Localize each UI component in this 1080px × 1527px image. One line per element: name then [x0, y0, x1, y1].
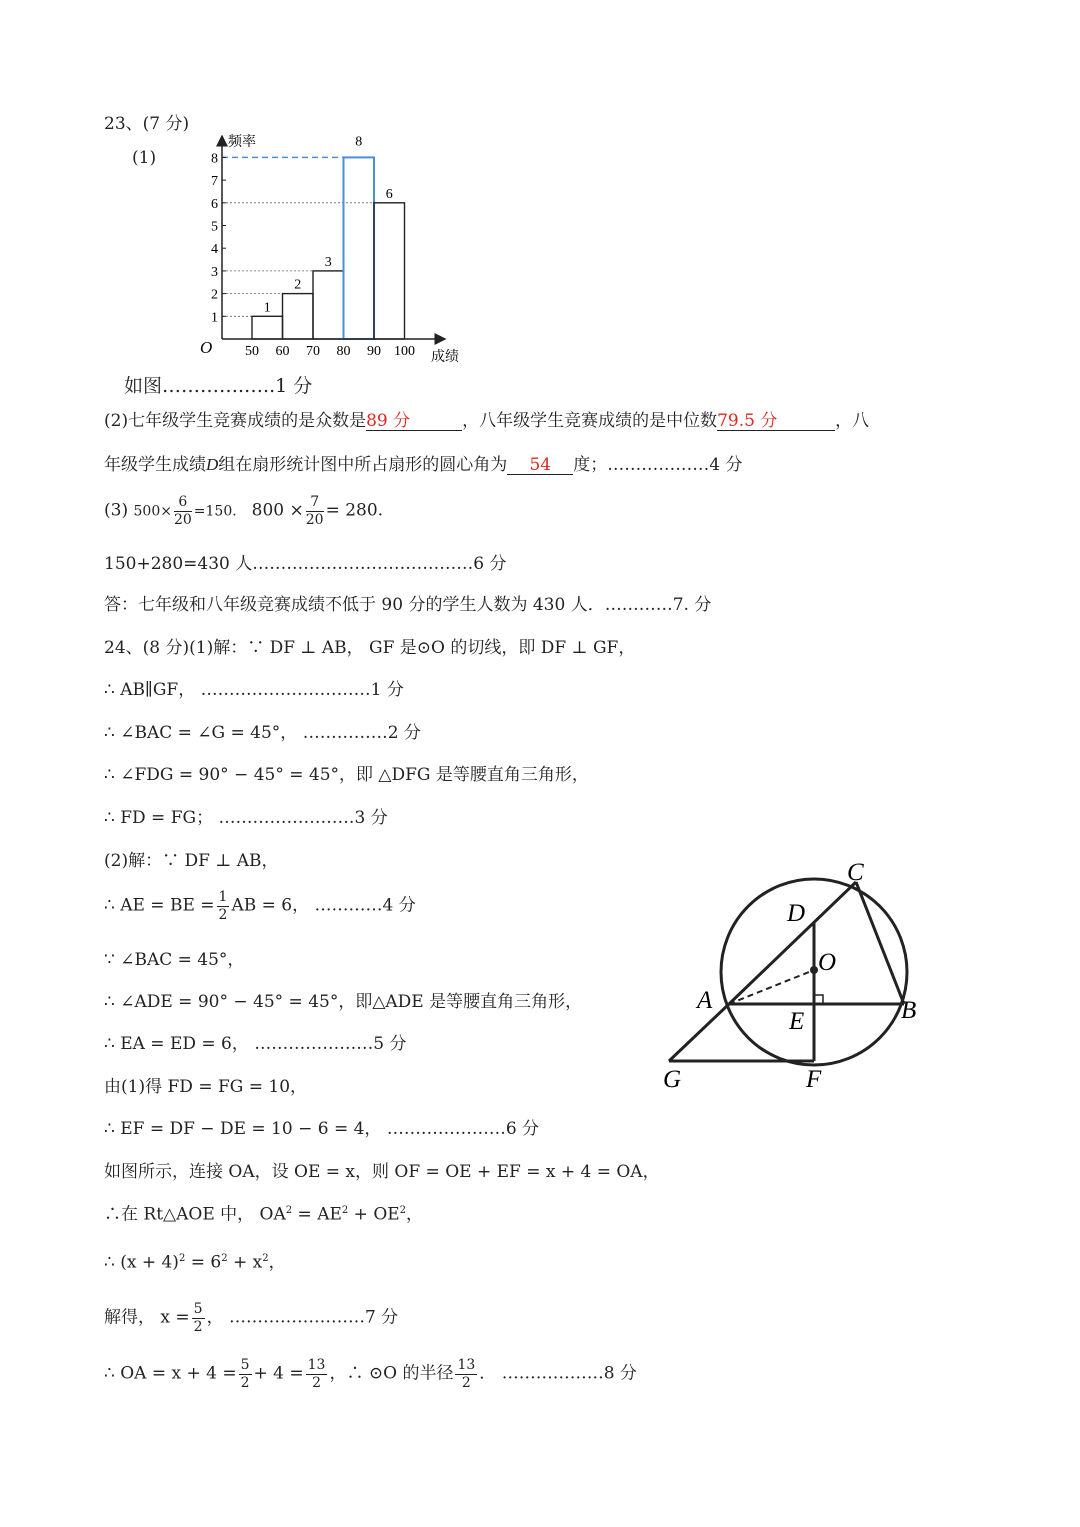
q24-l15-b: = 6 [185, 1252, 222, 1273]
q24-line11: 由(1)得 FD = FG = 10， [104, 1077, 308, 1097]
q24-line3: ∴ ∠BAC = ∠G = 45°， ……………2 分 [104, 723, 421, 743]
q24-l17-a: ∴ OA = x + 4 = [104, 1363, 237, 1384]
frac-num: 1 [218, 889, 228, 905]
fraction-1-2 [217, 890, 230, 922]
q24-line5: ∴ FD = FG； ……………………3 分 [104, 808, 388, 828]
q24-l15-a: ∴ (x + 4) [104, 1252, 179, 1273]
segment-cb [856, 882, 904, 1004]
q24-line10: ∴ EA = ED = 6， …………………5 分 [104, 1034, 407, 1054]
q24-line8: ∵ ∠BAC = 45°， [104, 950, 245, 970]
exp: 2 [285, 1205, 293, 1216]
label-d: D [787, 900, 806, 927]
fraction-7-20 [306, 495, 324, 527]
q24-l14-d: ， [406, 1204, 424, 1225]
median-answer [717, 413, 835, 431]
histogram-bar [252, 316, 283, 339]
histogram-bar [374, 203, 405, 339]
bar-value-label: 3 [324, 254, 332, 270]
q23-p2-text-c: ，八 [835, 411, 870, 431]
angle-value: 54 [529, 455, 552, 475]
histogram-bar [313, 271, 344, 339]
fraction-13-2 [306, 1358, 328, 1390]
origin-label: O [200, 338, 213, 357]
x-axis-label: 成绩 [431, 350, 459, 365]
q23-p3-d: = 280. [325, 500, 384, 521]
q23-p2-text-a: (2)七年级学生竞赛成绩的是众数是 [104, 411, 367, 431]
fraction-13-2-radius [455, 1358, 477, 1390]
y-tick-label: 5 [211, 219, 218, 235]
group-d-label: D [206, 455, 219, 474]
q24-line7 [104, 890, 416, 922]
x-tick-label: 90 [367, 344, 381, 359]
frac-num: 6 [174, 495, 192, 512]
q23-part1-label: (1) [132, 148, 157, 168]
bar-value-label: 6 [385, 186, 393, 202]
fraction-6-20 [174, 495, 192, 527]
frac-den: 2 [218, 906, 228, 923]
label-e: E [789, 1008, 805, 1035]
q23-p3-c: 800 × [251, 500, 304, 521]
bar-value-label: 8 [355, 134, 363, 150]
q24-l16-a: 解得， x = [104, 1307, 190, 1328]
mode-answer [366, 413, 462, 431]
q23-part2-line1 [104, 413, 869, 431]
q23-p3-a: 500× [133, 503, 172, 520]
q24-line4: ∴ ∠FDG = 90° − 45° = 45°，即 △DFG 是等腰直角三角形， [104, 765, 589, 785]
fraction-5-2 [239, 1358, 252, 1390]
q24-l15-d: ， [268, 1252, 286, 1273]
y-tick-label: 3 [211, 264, 218, 280]
q24-line2: ∴ AB∥GF， …………………………1 分 [104, 680, 404, 700]
q23-p2-text-f: 度；………………4 分 [573, 455, 743, 475]
frac-den: 2 [193, 1318, 203, 1335]
q24-l17-c: ，∴ ⊙O 的半径 [329, 1363, 454, 1384]
q24-l7-b: AB = 6， …………4 分 [231, 895, 416, 916]
y-tick-label: 4 [211, 242, 218, 258]
angle-answer [507, 457, 573, 475]
q24-l17-b: + 4 = [253, 1363, 304, 1384]
segment-ao-dashed [729, 970, 814, 1004]
label-g: G [663, 1066, 682, 1093]
label-a: A [697, 987, 713, 1014]
q23-p3-b: =150． [193, 503, 247, 520]
label-o: O [818, 949, 837, 976]
mode-value: 89 分 [366, 411, 411, 431]
center-dot [810, 966, 818, 974]
q24-line12: ∴ EF = DF − DE = 10 − 6 = 4， …………………6 分 [104, 1119, 540, 1139]
y-tick-label: 6 [211, 196, 218, 212]
label-b: B [901, 997, 917, 1024]
fraction-5-2 [192, 1302, 205, 1334]
x-tick-label: 60 [275, 344, 290, 359]
frac-num: 7 [306, 495, 324, 512]
q23-p2-text-e: 组在扇形统计图中所占扇形的圆心角为 [218, 455, 508, 475]
exp: 2 [341, 1205, 349, 1216]
frac-num: 13 [457, 1357, 476, 1373]
y-tick-label: 7 [211, 174, 218, 190]
median-value: 79.5 分 [717, 411, 778, 431]
q24-l14-b: = AE [292, 1204, 342, 1225]
bar-value-label: 2 [294, 277, 302, 293]
q23-part1-caption: 如图………….…..1 分 [124, 375, 313, 397]
q24-l17-d: ． ………………8 分 [479, 1363, 637, 1384]
frac-den: 20 [173, 511, 192, 528]
frac-num: 13 [307, 1357, 326, 1373]
q24-line9: ∴ ∠ADE = 90° − 45° = 45°，即△ADE 是等腰直角三角形， [104, 992, 583, 1012]
histogram-chart [195, 130, 495, 365]
q24-line14 [104, 1206, 423, 1224]
x-tick-label: 50 [245, 344, 259, 359]
q24-l14-c: + OE [348, 1204, 400, 1225]
frac-den: 2 [461, 1374, 471, 1391]
q24-line15 [104, 1254, 286, 1272]
exp: 2 [262, 1253, 269, 1264]
histogram-bar [283, 294, 314, 339]
frac-num: 5 [240, 1357, 250, 1373]
x-tick-label: 80 [336, 344, 351, 359]
q24-l7-a: ∴ AE = BE = [104, 895, 215, 916]
q23-p2-text-d: 年级学生成绩 [104, 455, 206, 475]
frac-den: 2 [240, 1374, 250, 1391]
q24-line6: (2)解：∵ DF ⊥ AB， [104, 851, 279, 871]
x-tick-label: 100 [394, 344, 415, 359]
q23-part3-calc [104, 495, 383, 527]
q23-sum-line: 150+280=430 人…………………………………6 分 [104, 554, 507, 574]
q24-l15-c: + x [227, 1252, 263, 1273]
exp: 2 [399, 1205, 407, 1216]
exp: 2 [178, 1253, 186, 1264]
y-tick-label: 2 [211, 287, 218, 303]
histogram-bar [344, 157, 375, 339]
frac-num: 5 [193, 1301, 203, 1317]
q24-line17 [104, 1358, 637, 1390]
q24-l14-a: ∴在 Rt△AOE 中， OA [104, 1204, 286, 1225]
q23-answer-line: 答：七年级和八年级竞赛成绩不低于 90 分的学生人数为 430 人．…………7. 分 [104, 595, 712, 615]
exp: 2 [221, 1253, 228, 1264]
q23-p2-text-b: ，八年级学生竞赛成绩的是中位数 [462, 411, 718, 431]
q24-l16-b: ， ……………………7 分 [206, 1307, 399, 1328]
q24-line1: 24、(8 分)(1)解：∵ DF ⊥ AB， GF 是⊙O 的切线，即 DF ⊥ GF， [104, 638, 636, 658]
q24-line16 [104, 1302, 398, 1334]
geometry-figure [655, 858, 945, 1098]
label-f: F [806, 1066, 822, 1093]
bar-value-label: 1 [263, 300, 271, 316]
frac-den: 20 [305, 511, 324, 528]
x-tick-label: 70 [306, 344, 320, 359]
y-tick-label: 1 [211, 310, 218, 326]
q23-part2-line2 [104, 456, 743, 475]
y-tick-label: 8 [211, 151, 218, 167]
q23-p3-label: (3) [104, 500, 129, 521]
y-axis-label: 频率 [228, 135, 256, 150]
q24-line13: 如图所示，连接 OA，设 OE = x，则 OF = OE + EF = x + 4 = OA， [104, 1162, 660, 1182]
frac-den: 2 [312, 1374, 322, 1391]
label-c: C [847, 859, 864, 886]
q23-header: 23、(7 分) [104, 114, 190, 134]
